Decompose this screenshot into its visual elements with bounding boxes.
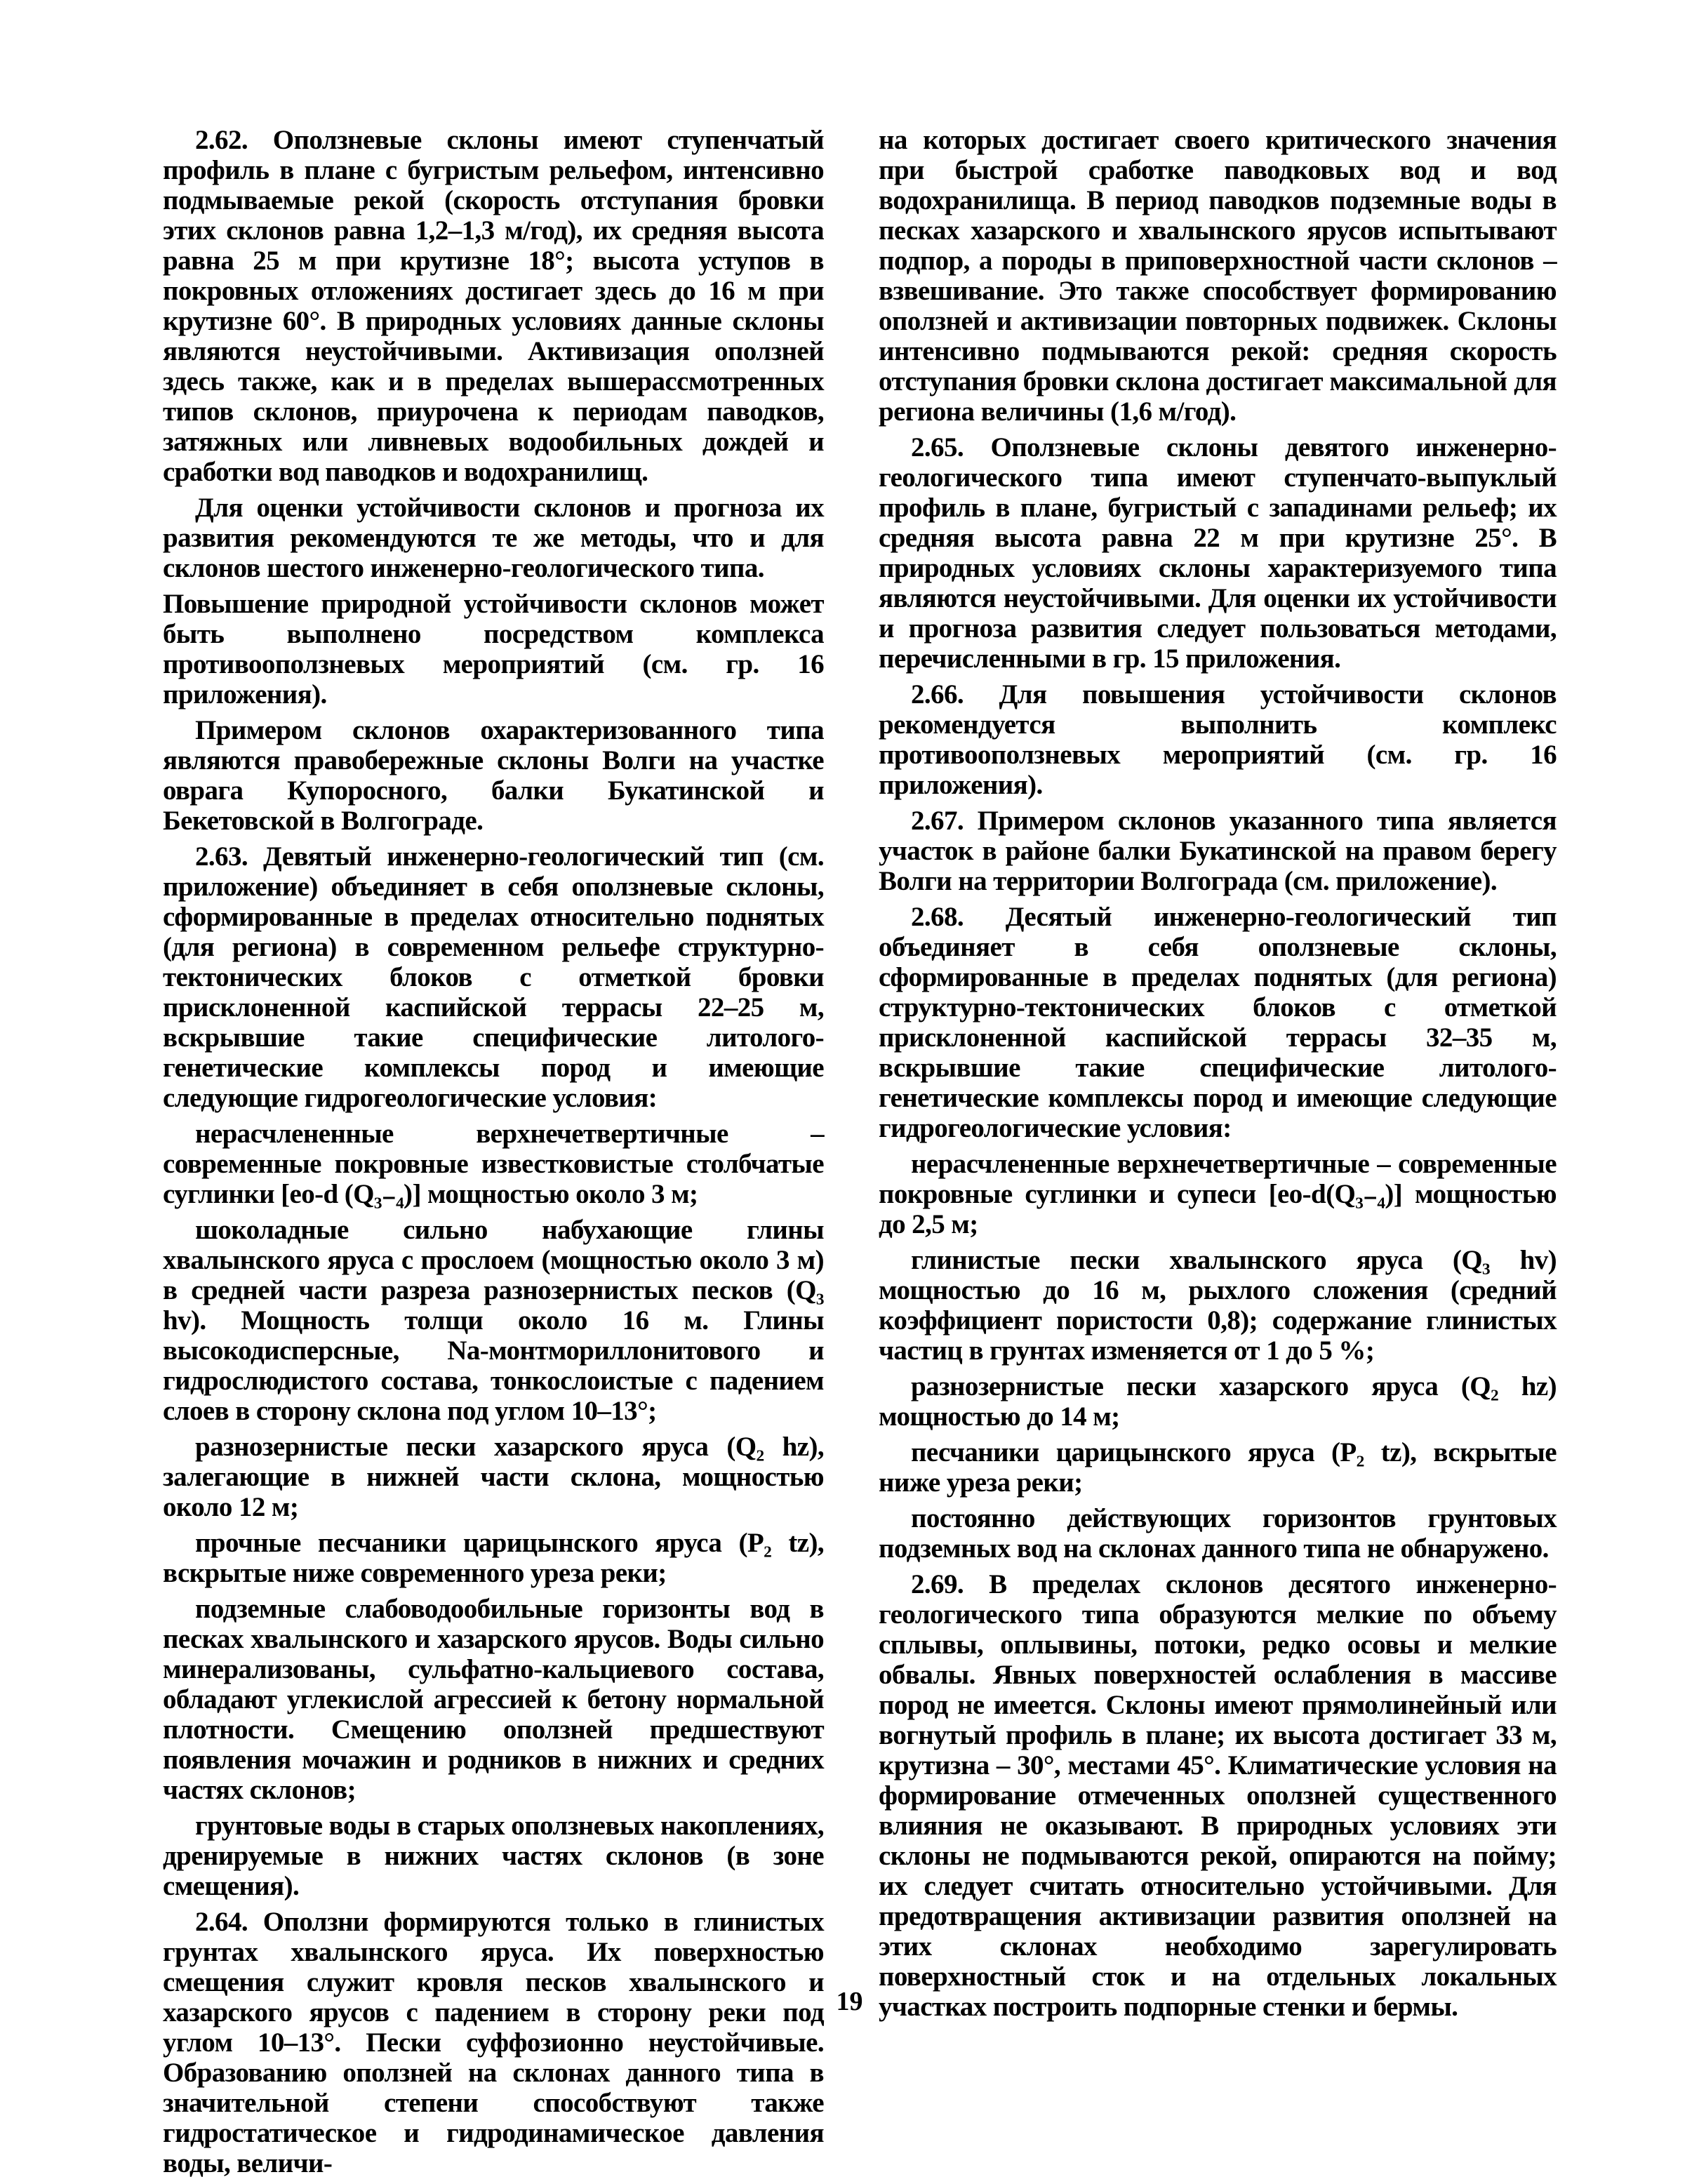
- numbered-paragraph: [879, 679, 1557, 800]
- section-number: 2.69.: [911, 1569, 964, 1599]
- paragraph-text: Девятый инженерно-геологический тип (см. приложение) объединяет в себя оползневые склоны, сформированные в пределах относительно поднятых (для региона) в современном рельефе структурно-тектонических блоков с отметкой бровки присклоненной каспийской террасы 22–25 м, вскрывшие такие специфические литолого-генетические комплексы пород и имеющие следующие гидрогеологические условия:: [163, 841, 824, 1113]
- section-number: 2.64.: [195, 1907, 248, 1937]
- numbered-paragraph: [163, 125, 824, 487]
- paragraph: [163, 589, 824, 710]
- section-number: 2.65.: [911, 432, 964, 462]
- section-number: 2.67.: [911, 806, 964, 836]
- left-text-column: [163, 125, 824, 2184]
- paragraph: [163, 1215, 824, 1426]
- paragraph-text: В пределах склонов десятого инженерно-геологического типа образуются мелкие по объему сплывы, оплывины, потоки, редко осовы и мелкие обвалы. Явных поверхностей ослабления в массиве пород не имеется. Склоны имеют прямолинейный или вогнутый профиль в плане; их высота достигает 33 м, крутизна – 30°, местами 45°. Климатические условия на формирование отмеченных оползней существенного влияния не оказывают. В природных условиях эти склоны не подмываются рекой, опираются на пойму; их следует считать относительно устойчивыми. Для предотвращения активизации развития оползней на этих склонах необходимо зарегулировать поверхностный сток и на отдельных локальных участках построить подпорные стенки и бермы.: [879, 1569, 1557, 2022]
- paragraph: [163, 493, 824, 583]
- paragraph: [879, 1371, 1557, 1432]
- paragraph: [163, 1528, 824, 1588]
- paragraph-text: Для повышения устойчивости склонов рекомендуется выполнить комплекс противооползневых мероприятий (см. гр. 16 приложения).: [879, 679, 1557, 800]
- paragraph-text: на которых достигает своего критического значения при быстрой сработке паводковых вод и вод водохранилища. В период паводков подземные воды в песках хазарского и хвалынского ярусов испытывают подпор, а породы в приповерхностной части склонов – взвешивание. Это также способствует формированию оползней и активизации повторных подвижек. Склоны интенсивно подмываются рекой: средняя скорость отступания бровки склона достигает максимальной для региона величины (1,6 м/год).: [879, 125, 1557, 427]
- section-number: 2.68.: [911, 902, 964, 932]
- paragraph-text: Для оценки устойчивости склонов и прогноза их развития рекомендуются те же методы, что и для склонов шестого инженерно-геологического типа.: [163, 493, 824, 583]
- paragraph-text: Оползни формируются только в глинистых грунтах хвалынского яруса. Их поверхностью смещения служит кровля песков хвалынского и хазарского ярусов с падением в сторону реки под углом 10–13°. Пески суффозионно неустойчивые. Образованию оползней на склонах данного типа в значительной степени способствуют также гидростатическое и гидродинамическое давления воды, величи-: [163, 1907, 824, 2178]
- paragraph: [163, 1594, 824, 1805]
- numbered-paragraph: [879, 902, 1557, 1143]
- paragraph: [163, 1811, 824, 1901]
- paragraph: [879, 1149, 1557, 1239]
- numbered-paragraph: [163, 1907, 824, 2178]
- numbered-paragraph: [163, 841, 824, 1113]
- paragraph-text: прочные песчаники царицынского яруса (P₂ tz), вскрытые ниже современного уреза реки;: [163, 1528, 824, 1588]
- paragraph-text: нерасчлененные верхнечетвертичные – современные покровные известковистые столбчатые суглинки [eo-d (Q₃₋₄)] мощностью около 3 м;: [163, 1119, 824, 1209]
- numbered-paragraph: [879, 432, 1557, 674]
- page-number: 19: [836, 1987, 863, 2016]
- paragraph-text: шоколадные сильно набухающие глины хвалынского яруса с прослоем (мощностью около 3 м) в средней части разреза разнозернистых песков (Q₃ hv). Мощность толщи около 16 м. Глины высокодисперсные, Na-монтмориллонитового и гидрослюдистого состава, тонкослоистые с падением слоев в сторону склона под углом 10–13°;: [163, 1215, 824, 1426]
- numbered-paragraph: [879, 806, 1557, 896]
- paragraph-text: Десятый инженерно-геологический тип объединяет в себя оползневые склоны, сформированные в пределах поднятых (для региона) структурно-тектонических блоков с отметкой присклоненной каспийской террасы 32–35 м, вскрывшие такие специфические литолого-генетические комплексы пород и имеющие следующие гидрогеологические условия:: [879, 902, 1557, 1143]
- paragraph-text: подземные слабоводообильные горизонты вод в песках хвалынского и хазарского ярусов. Воды сильно минерализованы, сульфатно-кальциевого состава, обладают углекислой агрессией к бетону нормальной плотности. Смещению оползней предшествуют появления мочажин и родников в нижних и средних частях склонов;: [163, 1594, 824, 1805]
- right-text-column: [879, 125, 1557, 2027]
- paragraph: [879, 1245, 1557, 1366]
- paragraph-text: Повышение природной устойчивости склонов может быть выполнено посредством комплекса противооползневых мероприятий (см. гр. 16 приложения).: [163, 589, 824, 710]
- paragraph: [879, 125, 1557, 427]
- paragraph-text: Примером склонов охарактеризованного типа являются правобережные склоны Волги на участке оврага Купоросного, балки Букатинской и Бекетовской в Волгограде.: [163, 715, 824, 836]
- paragraph-text: нерасчлененные верхнечетвертичные – современные покровные суглинки и супеси [eo-d(Q₃₋₄)] мощностью до 2,5 м;: [879, 1149, 1557, 1239]
- paragraph: [163, 715, 824, 836]
- section-number: 2.63.: [195, 841, 248, 872]
- section-number: 2.62.: [195, 125, 248, 155]
- paragraph-text: постоянно действующих горизонтов грунтовых подземных вод на склонах данного типа не обнаружено.: [879, 1503, 1557, 1564]
- paragraph-text: Оползневые склоны имеют ступенчатый профиль в плане с бугристым рельефом, интенсивно подмываемые рекой (скорость отступания бровки этих склонов равна 1,2–1,3 м/год), их средняя высота равна 25 м при крутизне 18°; высота уступов в покровных отложениях достигает здесь до 16 м при крутизне 60°. В природных условиях данные склоны являются неустойчивыми. Активизация оползней здесь также, как и в пределах вышерассмотренных типов склонов, приурочена к периодам паводков, затяжных или ливневых водообильных дождей и сработки вод паводков и водохранилищ.: [163, 125, 824, 487]
- paragraph-text: грунтовые воды в старых оползневых накоплениях, дренируемые в нижних частях склонов (в зоне смещения).: [163, 1811, 824, 1901]
- paragraph: [879, 1437, 1557, 1498]
- paragraph-text: Примером склонов указанного типа является участок в районе балки Букатинской на правом берегу Волги на территории Волгограда (см. приложение).: [879, 806, 1557, 896]
- section-number: 2.66.: [911, 679, 964, 710]
- paragraph: [879, 1503, 1557, 1564]
- paragraph: [163, 1119, 824, 1209]
- paragraph: [163, 1432, 824, 1522]
- paragraph-text: разнозернистые пески хазарского яруса (Q₂ hz) мощностью до 14 м;: [879, 1371, 1557, 1432]
- paragraph-text: песчаники царицынского яруса (P₂ tz), вскрытые ниже уреза реки;: [879, 1437, 1557, 1498]
- paragraph-text: Оползневые склоны девятого инженерно-геологического типа имеют ступенчато-выпуклый профиль в плане, бугристый с западинами рельеф; их средняя высота равна 22 м при крутизне 25°. В природных условиях склоны характеризуемого типа являются неустойчивыми. Для оценки их устойчивости и прогноза развития следует пользоваться методами, перечисленными в гр. 15 приложения.: [879, 432, 1557, 674]
- paragraph-text: глинистые пески хвалынского яруса (Q₃ hv) мощностью до 16 м, рыхлого сложения (средний коэффициент пористости 0,8); содержание глинистых частиц в грунтах изменяется от 1 до 5 %;: [879, 1245, 1557, 1366]
- numbered-paragraph: [879, 1569, 1557, 2022]
- paragraph-text: разнозернистые пески хазарского яруса (Q₂ hz), залегающие в нижней части склона, мощностью около 12 м;: [163, 1432, 824, 1522]
